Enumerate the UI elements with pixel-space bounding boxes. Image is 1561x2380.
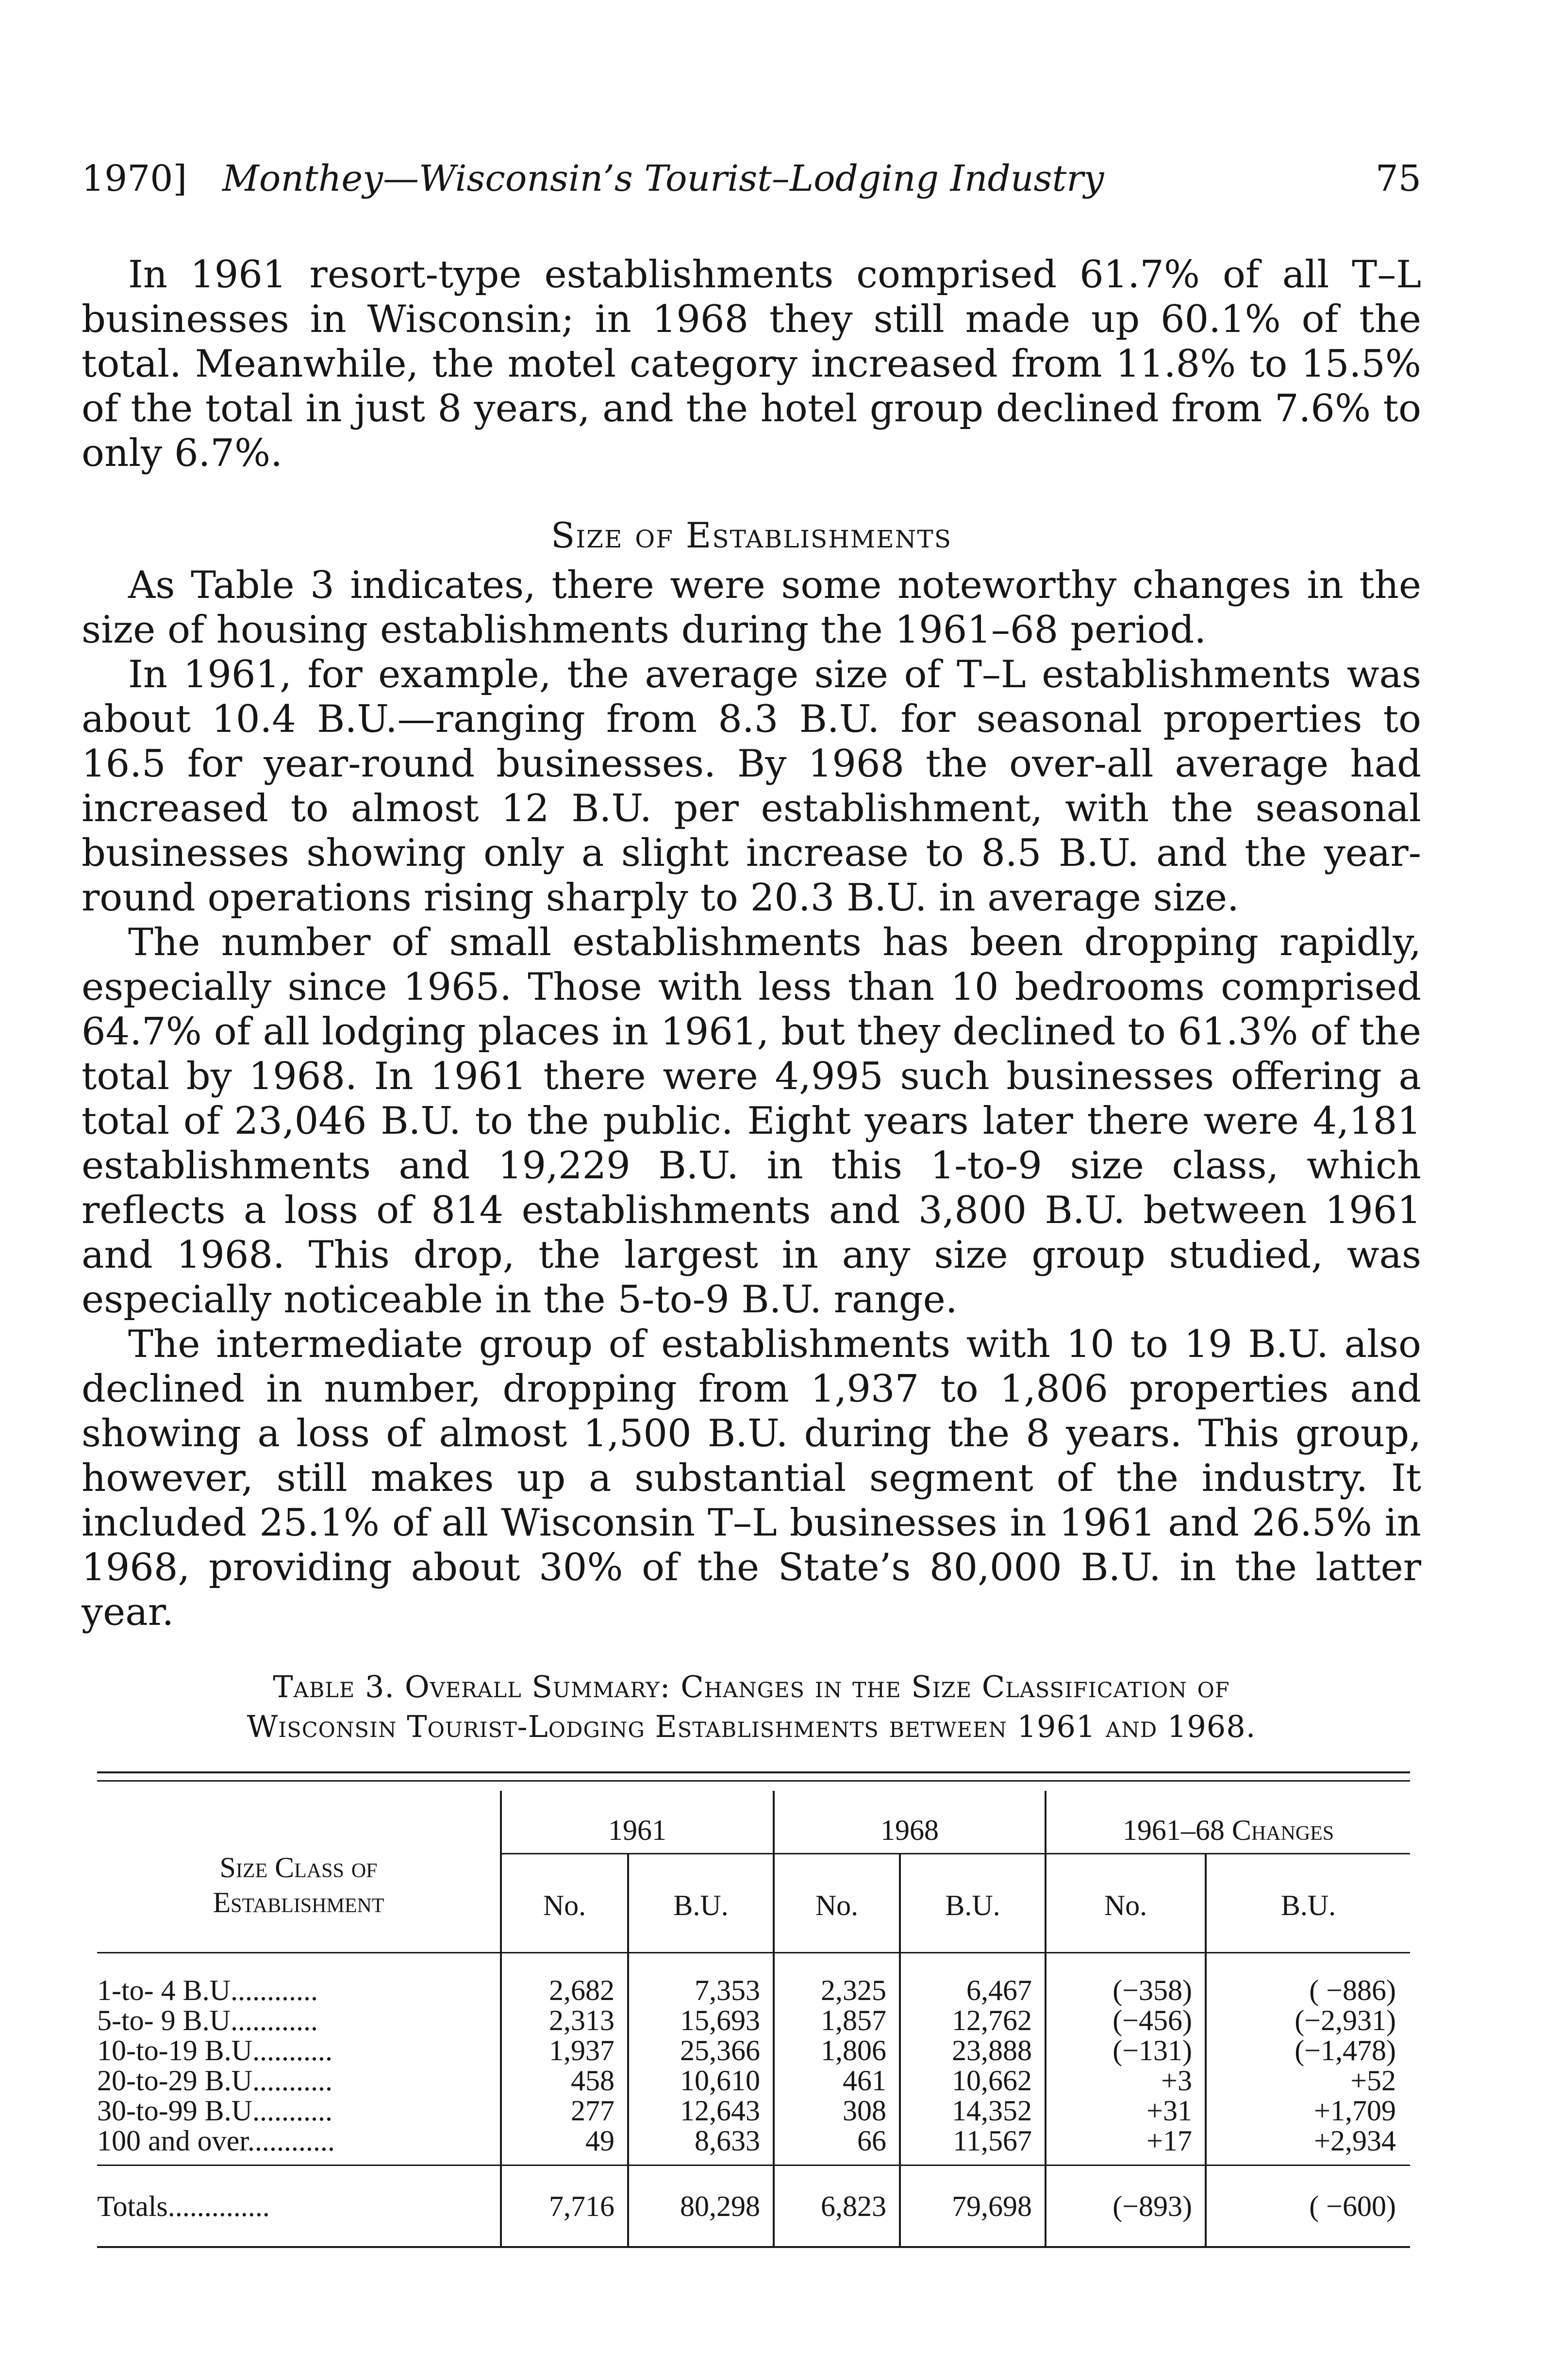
table-row-cell: 1,937 [549, 2034, 614, 2066]
totals-row-cell: 6,823 [821, 2190, 886, 2222]
table-caption-line: Wisconsin Tourist-Lodging Establishments between 1961 and 1968. [247, 1709, 1256, 1744]
section-heading: Size of Establishments [551, 515, 952, 556]
table-row-label: 30-to-99 B.U........... [97, 2095, 332, 2127]
table-row-cell: 2,325 [821, 1974, 886, 2006]
paragraph: The intermediate group of establishments with 10 to 19 B.U. also declined in number, dropping from 1,937 to 1,806 properties and showing a loss of almost 1,500 B.U. during the 8 years. This group, however, still makes up a substantial segment of the industry. It included 25.1% of all Wisconsin T–L businesses in 1961 and 26.5% in 1968, providing about 30% of the State’s 80,000 B.U. in the latter year. [82, 1322, 1421, 1634]
totals-row-label: Totals.............. [97, 2190, 270, 2222]
table-row-cell: 308 [843, 2095, 886, 2127]
sub-head: B.U. [1280, 1889, 1336, 1921]
group-head-1968: 1968 [880, 1814, 939, 1846]
group-head-1961: 1961 [608, 1814, 666, 1846]
stub-head [97, 1850, 500, 1920]
table-row-label: 20-to-29 B.U........... [97, 2065, 332, 2097]
table-row-label: 10-to-19 B.U........... [97, 2034, 332, 2066]
running-head-year: 1970] [82, 158, 187, 199]
running-head-title: Monthey—Wisconsin’s Tourist–Lodging Industry [222, 158, 1104, 199]
totals-row-cell: (−893) [1113, 2190, 1192, 2222]
table-row-cell: +52 [1350, 2065, 1396, 2097]
table-row-cell: 25,366 [680, 2034, 760, 2066]
group-head-rule [500, 1853, 1410, 1854]
table-caption-line: Table 3. Overall Summary: Changes in the Size Classification of [273, 1669, 1230, 1704]
table-row-cell: 66 [857, 2125, 886, 2157]
table-row-cell: (−2,931) [1295, 2004, 1396, 2036]
table-row-cell: 2,313 [549, 2004, 614, 2036]
table-row-cell: 461 [843, 2065, 886, 2097]
table-bottom-rule [97, 2246, 1410, 2248]
table-caption [82, 1667, 1421, 1747]
table-row-cell: 49 [585, 2125, 614, 2157]
totals-row-cell: 7,716 [549, 2190, 614, 2222]
table-row-cell: 11,567 [953, 2125, 1032, 2157]
paragraph: As Table 3 indicates, there were some noteworthy changes in the size of housing establishments during the 1961–68 period. [82, 563, 1421, 652]
group-head-changes: 1961–68 Changes [1122, 1814, 1334, 1846]
table-row-cell: +3 [1161, 2065, 1192, 2097]
table-row-cell: 14,352 [952, 2095, 1032, 2127]
table-row-cell: 12,643 [680, 2095, 760, 2127]
table-row-cell: 10,610 [680, 2065, 760, 2097]
table-top-rule [97, 1771, 1410, 1773]
table-row-cell: 1,857 [821, 2004, 886, 2036]
body-text [82, 563, 1421, 1635]
sub-head: B.U. [945, 1889, 1000, 1921]
table-row-label: 1-to- 4 B.U............ [97, 1974, 318, 2006]
table-row-cell: +17 [1146, 2125, 1192, 2157]
table-row-cell: (−1,478) [1295, 2034, 1396, 2066]
table-row-cell: 23,888 [952, 2034, 1032, 2066]
body-text-top [82, 252, 1421, 476]
paragraph: In 1961 resort-type establishments comprised 61.7% of all T–L businesses in Wisconsin; in 1968 they still made up 60.1% of the total. Meanwhile, the motel category increased from 11.8% to 15.5% of the total in just 8 years, and the hotel group declined from 7.6% to only 6.7%. [82, 253, 1421, 475]
table-row-cell: +2,934 [1314, 2125, 1396, 2157]
table-row-cell: 277 [571, 2095, 614, 2127]
totals-row-cell: ( −600) [1309, 2190, 1396, 2222]
table-row-cell: 15,693 [680, 2004, 760, 2036]
table-row-cell: 2,682 [549, 1974, 614, 2006]
sub-head: No. [1104, 1889, 1147, 1921]
table-head-rule [97, 1952, 1410, 1953]
table-top-rule [97, 1780, 1410, 1782]
table-row-label: 5-to- 9 B.U............ [97, 2004, 318, 2036]
table-row-label: 100 and over............ [97, 2125, 335, 2157]
paragraph: In 1961, for example, the average size of T–L establishments was about 10.4 B.U.—ranging from 8.3 B.U. for seasonal properties to 16.5 for year-round businesses. By 1968 the over-all average had increased to almost 12 B.U. per establishment, with the seasonal businesses showing only a slight increase to 8.5 B.U. and the year-round operations rising sharply to 20.3 B.U. in average size. [82, 653, 1421, 920]
stub-head-line: Size Class of [219, 1851, 378, 1884]
table-row-cell: (−358) [1113, 1974, 1192, 2006]
paragraph: The number of small establishments has been dropping rapidly, especially since 1965. Those with less than 10 bedrooms comprised 64.7% of all lodging places in 1961, but they declined to 61.3% of the total by 1968. In 1961 there were 4,995 such businesses offering a total of 23,046 B.U. to the public. Eight years later there were 4,181 establishments and 19,229 B.U. in this 1-to-9 size class, which reflects a loss of 814 establishments and 3,800 B.U. between 1961 and 1968. This drop, the largest in any size group studied, was especially noticeable in the 5-to-9 B.U. range. [82, 921, 1421, 1322]
table-row-cell: (−131) [1113, 2034, 1192, 2066]
table-row-cell: (−456) [1113, 2004, 1192, 2036]
table-row-cell: ( −886) [1309, 1974, 1396, 2006]
totals-row-cell: 79,698 [952, 2190, 1032, 2222]
table-row-cell: 6,467 [966, 1974, 1032, 2006]
stub-head-line: Establishment [213, 1886, 384, 1918]
table-row-cell: 7,353 [695, 1974, 760, 2006]
sub-head: B.U. [673, 1889, 729, 1921]
table-row-cell: 1,806 [821, 2034, 886, 2066]
table-row-cell: 458 [571, 2065, 614, 2097]
table-row-cell: +1,709 [1314, 2095, 1396, 2127]
running-head [82, 154, 1421, 203]
sub-head: No. [815, 1889, 859, 1921]
table-row-cell: 10,662 [952, 2065, 1032, 2097]
table-row-cell: +31 [1146, 2095, 1192, 2127]
table-row-cell: 12,762 [952, 2004, 1032, 2036]
table-row-cell: 8,633 [695, 2125, 760, 2157]
sub-head: No. [543, 1889, 586, 1921]
page-number: 75 [1375, 158, 1421, 199]
totals-row-cell: 80,298 [680, 2190, 760, 2222]
table-totals-rule [97, 2165, 1410, 2166]
